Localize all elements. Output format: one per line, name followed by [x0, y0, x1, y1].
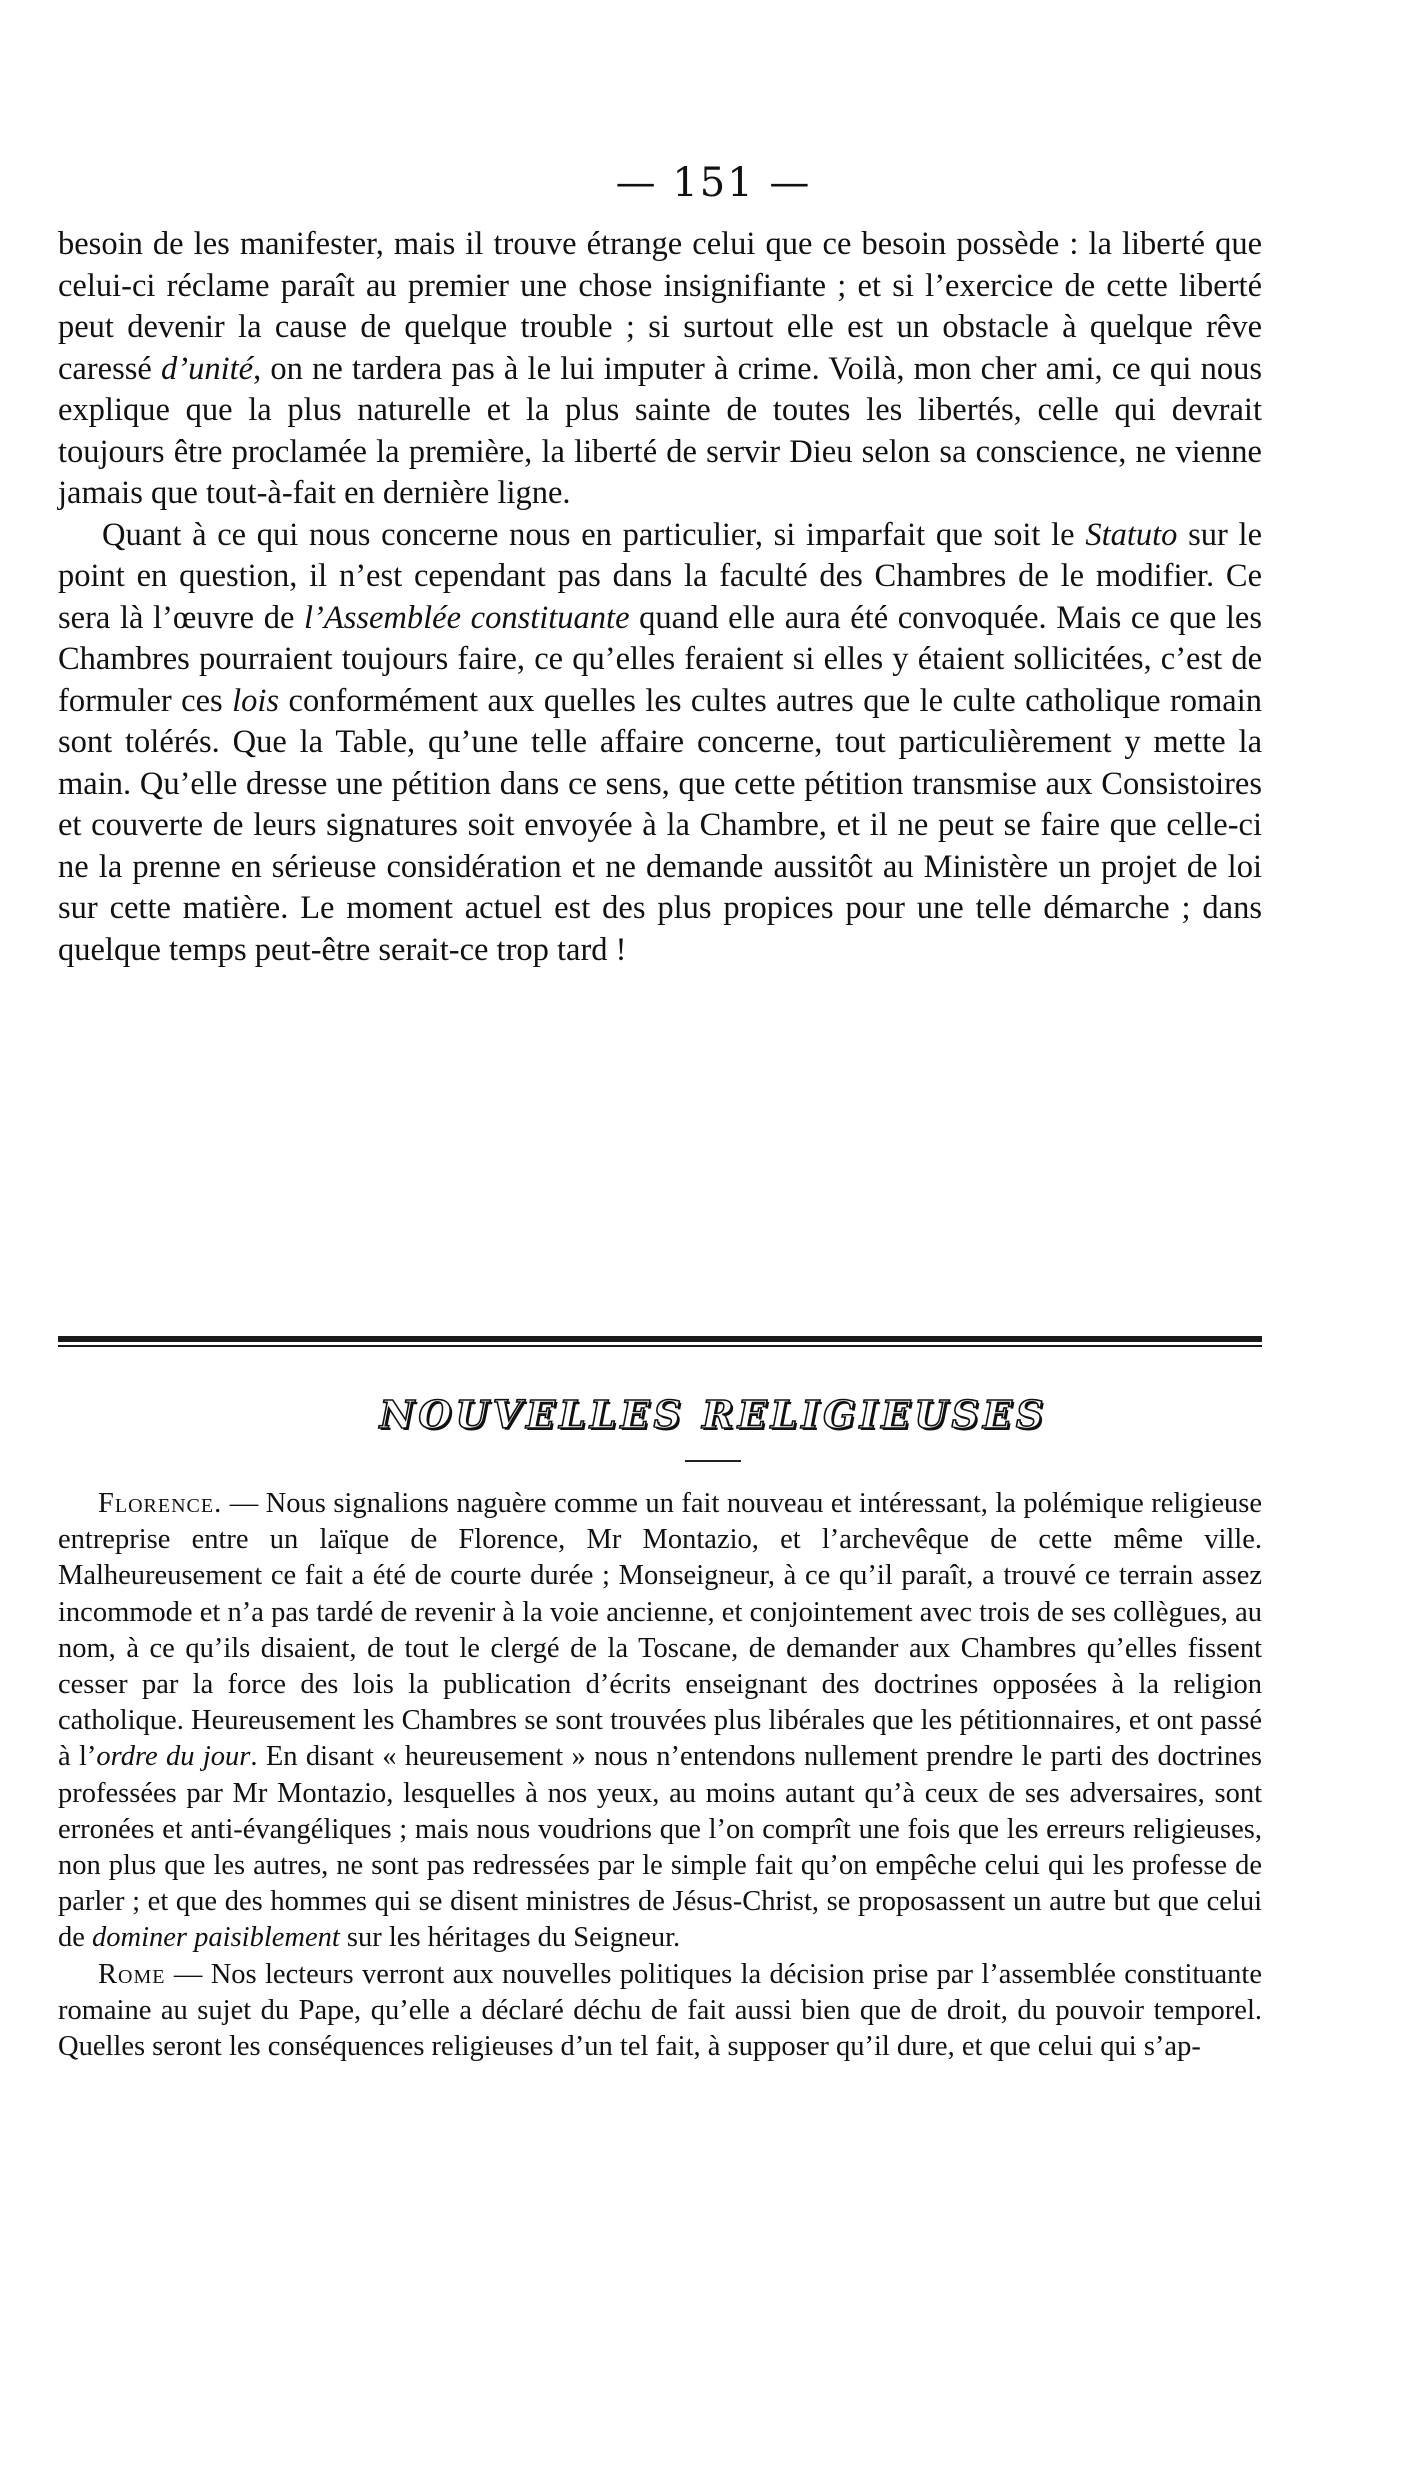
paragraph-1 [58, 224, 1262, 515]
news-dateline-rome: Rome [98, 1958, 166, 1990]
emphasis-unite: d’unité [161, 350, 254, 387]
news-item-florence [58, 1486, 1262, 1957]
paragraph-2-part-b: sur le point en question, il n’est cependant pas dans la faculté des Chambres de le modifier. Ce sera là l’œuvre de [58, 516, 1262, 636]
section-divider [58, 1336, 1262, 1348]
heading-underline [685, 1460, 741, 1462]
florence-text-c: sur les héritages du Seigneur. [346, 1922, 681, 1954]
paragraph-1-text: besoin de les manifester, mais il trouve étrange celui que ce besoin possède : la liberté que celui-ci réclame paraît au premier une chose insignifiante ; et si l’exercice de cette liberté peut devenir la cause de quelque trouble ; si surtout elle est un obstacle à quelque rêve caressé [58, 226, 1262, 387]
rome-text: — Nos lecteurs verront aux nouvelles politiques la décision prise par l’assemblée constituante romaine au sujet du Pape, qu’elle a déclaré déchu de fait aussi bien que de droit, du pouvoir temporel. Quelles seront les conséquences religieuses d’un tel fait, à supposer qu’il dure, et que celui qui s’ap- [58, 1958, 1263, 2063]
paragraph-1-rest: , on ne tardera pas à le lui imputer à crime. Voilà, mon cher ami, ce qui nous explique que la plus naturelle et la plus sainte de toutes les libertés, celle qui devrait toujours être proclamée la première, la liberté de servir Dieu selon sa conscience, ne vienne jamais que tout-à-fait en dernière ligne. [58, 350, 1262, 511]
emphasis-dominer: dominer paisiblement [92, 1922, 340, 1954]
main-text [58, 224, 1262, 971]
emphasis-statuto: Statuto [1085, 516, 1178, 553]
section-heading [0, 1392, 1427, 1437]
paragraph-2-part-d: conformément aux quelles les cultes autres que le culte catholique romain sont tolérés. Que la Table, qu’une telle affaire concerne, tout particulièrement y mette la main. Qu’elle dresse une pétition dans ce sens, que cette pétition transmise aux Consistoires et couverte de leurs signatures soit envoyée à la Chambre, et il ne peut se faire que celle-ci ne la prenne en sérieuse considération et ne demande aussitôt au Ministère un projet de loi sur cette matière. Le moment actuel est des plus propices pour une telle démarche ; dans quelque temps peut-être serait-ce trop tard ! [58, 682, 1262, 968]
news-item-rome [58, 1957, 1262, 2066]
florence-text-b: . En disant « heureusement » nous n’entendons nullement prendre le parti des doctrines professées par Mr Montazio, lesquelles à nos yeux, au moins autant qu’à ceux de ses adversaires, sont erronées et anti-évangéliques ; mais nous voudrions que l’on comprît une fois que les erreurs religieuses, non plus que les autres, ne sont pas redressées par le simple fait qu’on empêche celui qui les professe de parler ; et que des hommes qui se disent ministres de Jésus-Christ, se proposassent un autre but que celui de [58, 1741, 1262, 1954]
paragraph-2-part-c: quand elle aura été convoquée. Mais ce que les Chambres pourraient toujours faire, ce qu’elles feraient si elles y étaient sollicitées, c’est de formuler ces [58, 599, 1262, 719]
news-section [58, 1486, 1262, 2065]
page-number: — 151 — [615, 160, 812, 206]
paragraph-2-part-a: Quant à ce qui nous concerne nous en particulier, si imparfait que soit le [102, 516, 1075, 553]
emphasis-lois: lois [232, 682, 280, 719]
florence-text-a: — Nous signalions naguère comme un fait nouveau et intéressant, la polémique religieuse entreprise entre un laïque de Florence, Mr Montazio, et l’archevêque de cette même ville. Malheureusement ce fait a été de courte durée ; Monseigneur, à ce qu’il paraît, a trouvé ce terrain assez incommode et n’a pas tardé de revenir à la voie ancienne, et conjointement avec trois de ses collègues, au nom, à ce qu’ils disaient, de tout le clergé de la Toscane, de demander aux Chambres qu’elles fissent cesser par la force des lois la publication d’écrits enseignant des doctrines opposées à la religion catholique. Heureusement les Chambres se sont trouvées plus libérales que les pétitionnaires, et ont passé à l’ [58, 1488, 1263, 1773]
news-dateline-florence: Florence. [98, 1488, 223, 1519]
emphasis-ordre-du-jour: ordre du jour [96, 1741, 251, 1773]
section-heading-text: NOUVELLES RELIGIEUSES [379, 1392, 1048, 1437]
divider-thick-line [58, 1336, 1262, 1342]
divider-thin-line [58, 1345, 1262, 1347]
emphasis-assemblee: l’Assemblée constituante [304, 599, 630, 636]
paragraph-2 [58, 515, 1262, 972]
